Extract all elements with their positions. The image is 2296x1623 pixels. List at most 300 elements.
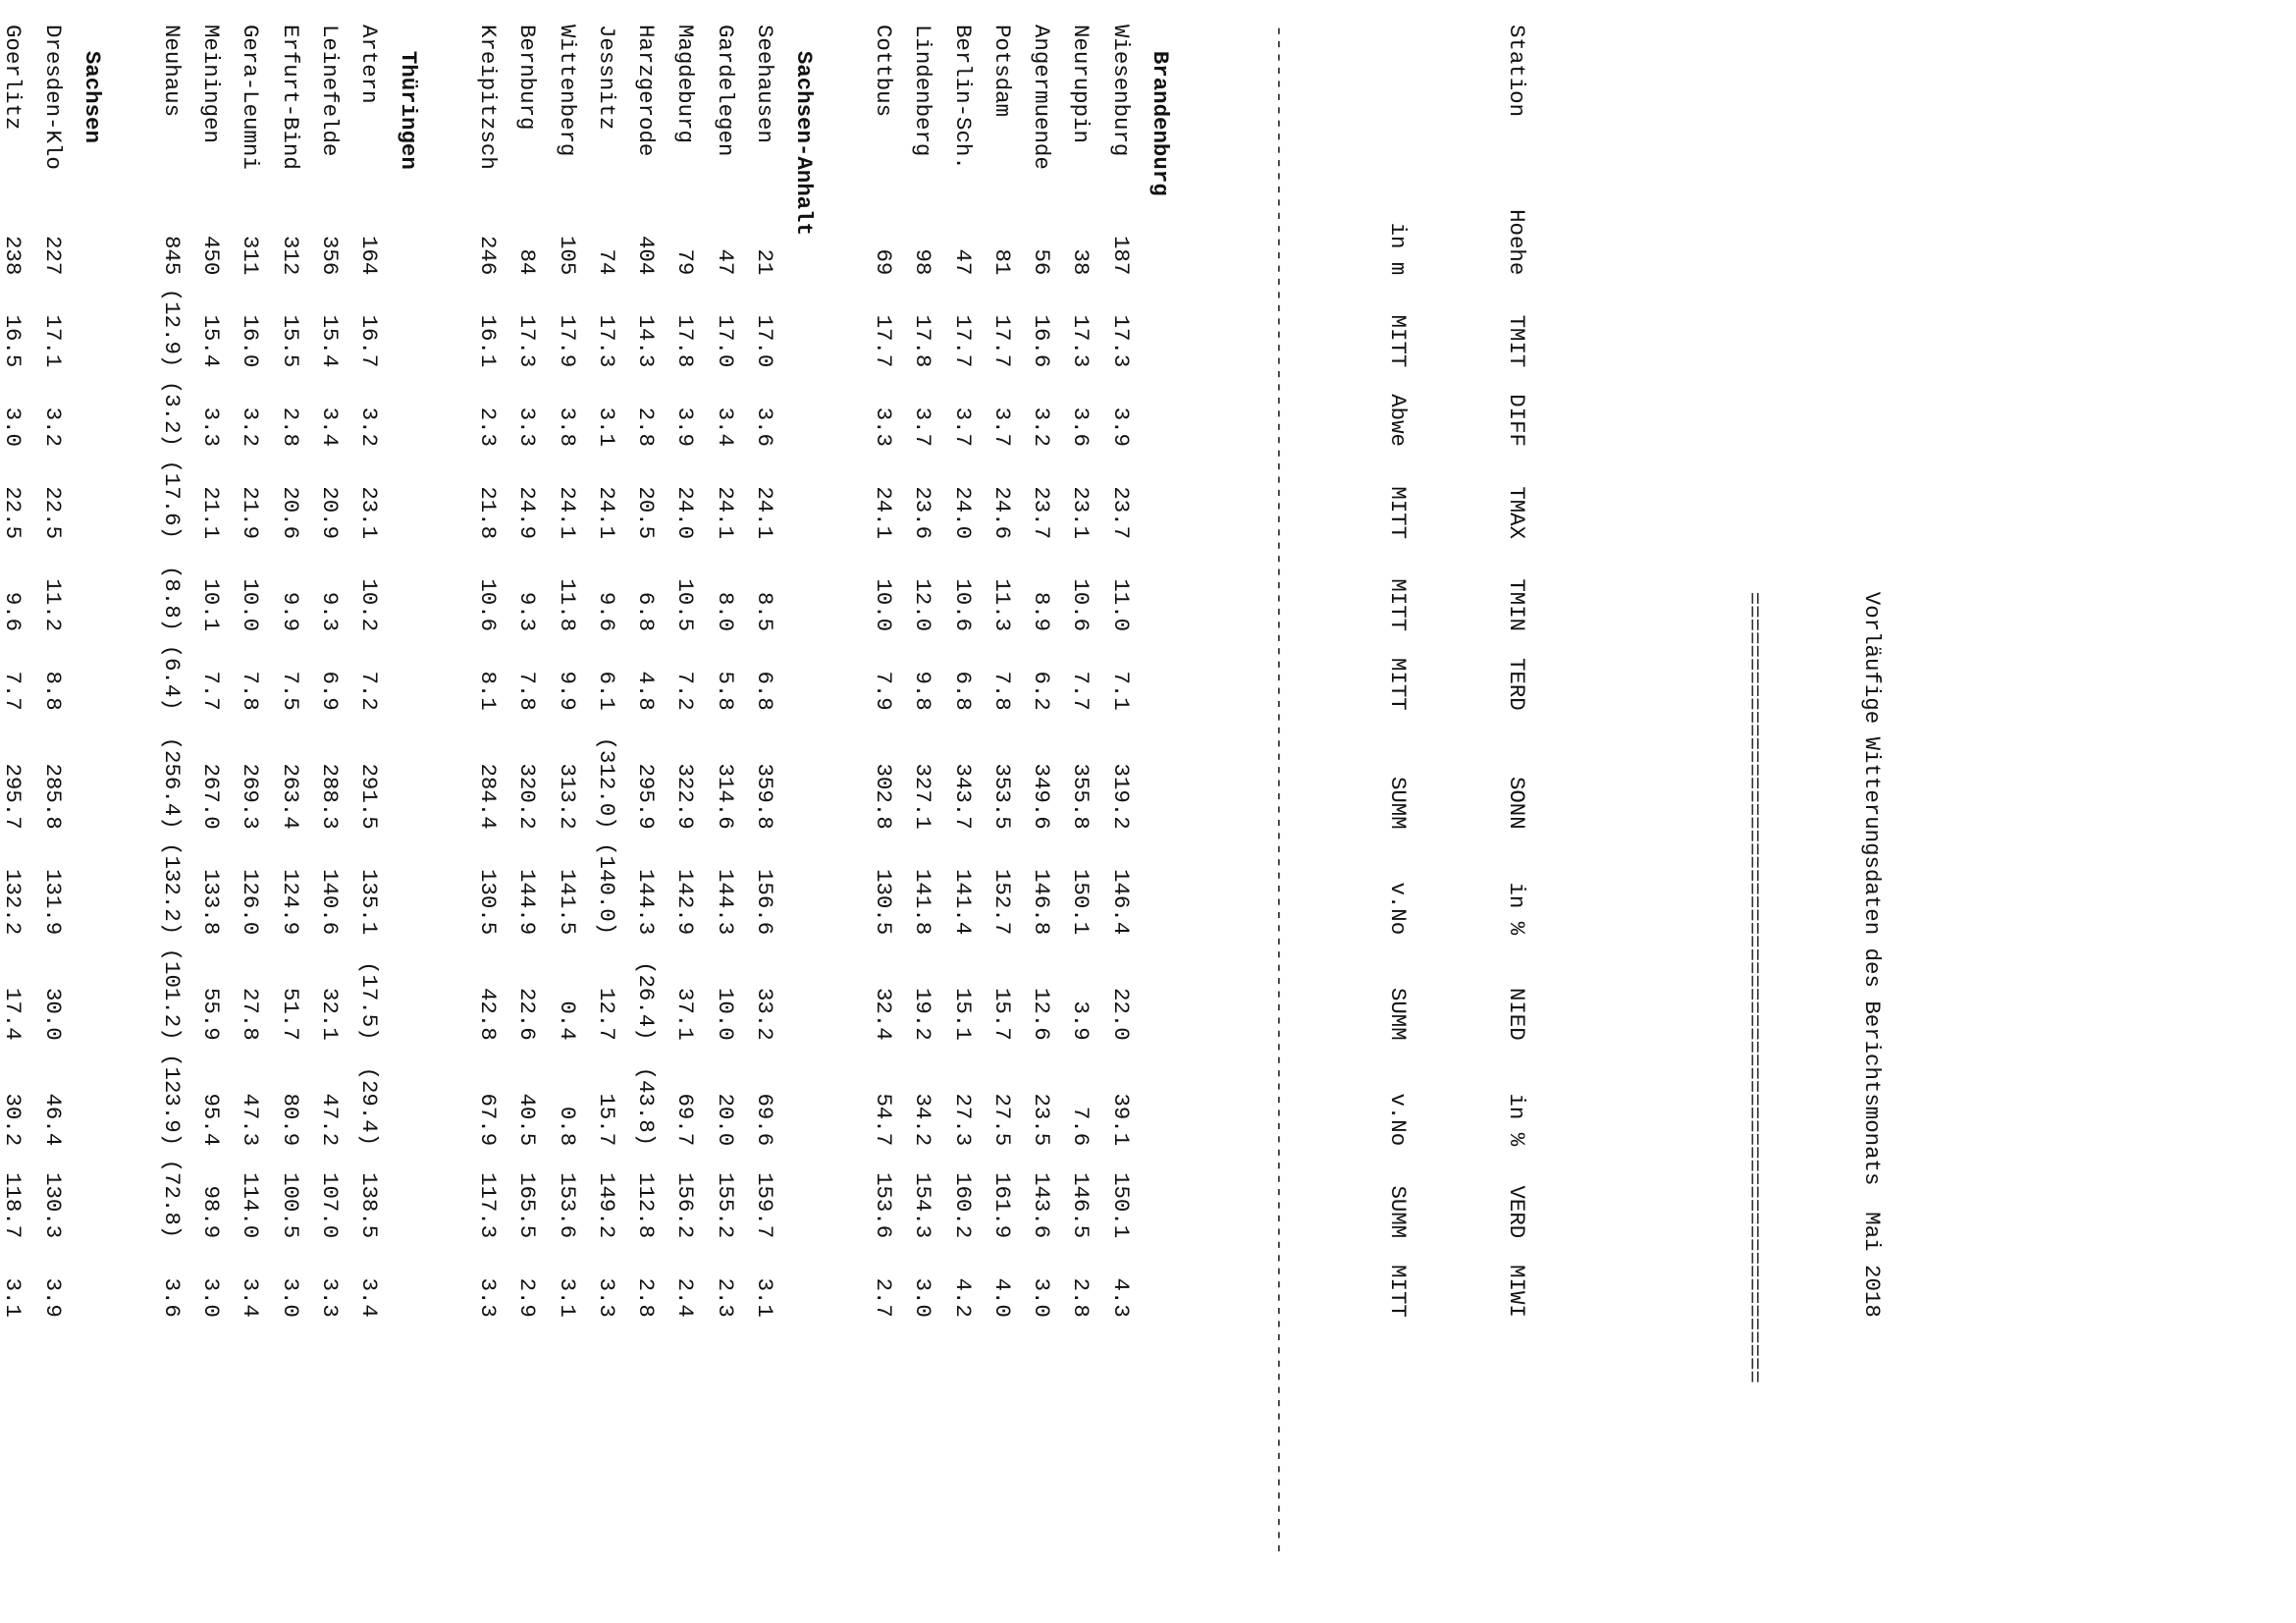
verd-cell: 146.5 [1068, 1172, 1095, 1239]
sonn-pct-cell: 152.7 [988, 869, 1015, 936]
sonn-cell: 269.3 [238, 763, 264, 830]
station-name: Lindenberg [910, 25, 936, 157]
verd-cell: 155.2 [712, 1172, 738, 1239]
miwi-cell: 3.9 [39, 1277, 66, 1318]
station-name: Seehausen [752, 25, 778, 143]
diff-cell: 3.7 [988, 406, 1015, 447]
tmax-cell: 24.0 [949, 486, 976, 540]
nied-cell: 27.8 [238, 987, 264, 1041]
sonn-cell: 314.6 [712, 763, 738, 830]
tmit-cell: (12.9) [158, 288, 185, 368]
tmit-cell: 15.5 [277, 314, 303, 368]
table-row [349, 25, 389, 1605]
tmax-cell: 24.6 [988, 486, 1015, 540]
table-row [903, 25, 942, 1605]
station-name: Kreipitzsch [475, 25, 502, 170]
sonn-cell: 288.3 [316, 763, 343, 830]
table-row [942, 25, 982, 1605]
table-row [270, 25, 309, 1605]
weather-report-sheet [0, 25, 1971, 1605]
tmax-cell: 23.1 [356, 486, 383, 540]
tmit-cell: 17.8 [672, 314, 699, 368]
terd-cell: 6.2 [1029, 671, 1055, 711]
diff-cell: 3.9 [1107, 406, 1134, 447]
sonn-cell: (312.0) [593, 736, 619, 830]
tmin-cell: 10.6 [949, 578, 976, 632]
diff-cell: 3.4 [712, 406, 738, 447]
nied-cell: 12.6 [1029, 987, 1055, 1041]
sonn-cell: 319.2 [1107, 763, 1134, 830]
nied-cell: 19.2 [910, 987, 936, 1041]
sonn-pct-cell: 141.5 [554, 869, 580, 936]
sonn-pct-cell: 141.4 [949, 869, 976, 936]
verd-cell: 154.3 [910, 1172, 936, 1239]
tmit-cell: 17.7 [870, 314, 896, 368]
tmin-cell: (8.8) [158, 565, 185, 632]
station-name: Gardelegen [712, 25, 738, 157]
verd-cell: 153.6 [870, 1172, 896, 1239]
table-row [706, 25, 745, 1605]
height-cell: 238 [0, 236, 27, 276]
terd-cell: 7.7 [197, 671, 224, 711]
tmit-cell: 17.0 [712, 314, 738, 368]
nied-cell: 3.9 [1068, 1001, 1095, 1041]
state-name: Brandenburg [1148, 50, 1174, 196]
sonn-pct-cell: 144.3 [712, 869, 738, 936]
nied-pct-cell: 23.5 [1029, 1093, 1055, 1147]
miwi-cell: 3.3 [475, 1277, 502, 1318]
nied-pct-header-sub: v.No [1384, 1093, 1411, 1147]
diff-cell: 3.6 [752, 406, 778, 447]
sonn-cell: 359.8 [752, 763, 778, 830]
nied-pct-cell: 7.6 [1068, 1106, 1095, 1147]
verd-cell: 98.9 [197, 1185, 224, 1239]
miwi-cell: 3.6 [158, 1277, 185, 1318]
terd-cell: 8.8 [39, 671, 66, 711]
miwi-cell: 4.2 [949, 1277, 976, 1318]
height-header-sub: in m [1384, 222, 1411, 276]
miwi-cell: 3.1 [0, 1277, 27, 1318]
height-cell: 404 [633, 236, 660, 276]
sonn-cell: 327.1 [910, 763, 936, 830]
sonn-cell: 322.9 [672, 763, 699, 830]
terd-cell: 7.8 [988, 671, 1015, 711]
station-name: Wiesenburg [1107, 25, 1134, 157]
tmax-cell: 23.6 [910, 486, 936, 540]
tmax-cell: 24.1 [752, 486, 778, 540]
tmit-cell: 16.5 [0, 314, 27, 368]
tmin-cell: 11.2 [39, 578, 66, 632]
diff-cell: (3.2) [158, 380, 185, 447]
sonn-cell: 291.5 [356, 763, 383, 830]
diff-cell: 2.8 [633, 406, 660, 447]
nied-pct-cell: 40.5 [514, 1093, 541, 1147]
verd-cell: 100.5 [277, 1172, 303, 1239]
report-title-line [1852, 25, 1892, 1605]
tmit-cell: 17.3 [1107, 314, 1134, 368]
height-cell: 21 [752, 248, 778, 276]
nied-pct-cell: 30.2 [0, 1093, 27, 1147]
tmax-cell: 21.1 [197, 486, 224, 540]
diff-cell: 2.8 [277, 406, 303, 447]
tmax-cell: 24.1 [554, 486, 580, 540]
nied-cell: 51.7 [277, 987, 303, 1041]
tmax-cell: 22.5 [39, 486, 66, 540]
miwi-cell: 2.3 [712, 1277, 738, 1318]
height-header: Hoehe [1503, 209, 1529, 276]
height-cell: 845 [158, 236, 185, 276]
station-name: Potsdam [988, 25, 1015, 118]
height-cell: 450 [197, 236, 224, 276]
height-cell: 38 [1068, 248, 1095, 276]
sonn-pct-cell: 156.6 [752, 869, 778, 936]
tmin-header: TMIN [1503, 578, 1529, 632]
nied-cell: 15.7 [988, 987, 1015, 1041]
nied-header: NIED [1503, 987, 1529, 1041]
sonn-cell: (256.4) [158, 736, 185, 830]
tmax-cell: 24.1 [712, 486, 738, 540]
sonn-cell: 295.7 [0, 763, 27, 830]
table-row [32, 25, 72, 1605]
nied-cell: 37.1 [672, 987, 699, 1041]
sonn-cell: 353.5 [988, 763, 1015, 830]
verd-cell: 150.1 [1107, 1172, 1134, 1239]
table-row [191, 25, 231, 1605]
height-cell: 164 [356, 236, 383, 276]
sonn-cell: 302.8 [870, 763, 896, 830]
station-name: Cottbus [870, 25, 896, 118]
tmin-cell: 9.6 [0, 591, 27, 632]
tmit-cell: 17.3 [1068, 314, 1095, 368]
terd-cell: 7.2 [356, 671, 383, 711]
verd-header-sub: SUMM [1384, 1185, 1411, 1239]
miwi-header: MIWI [1503, 1265, 1529, 1318]
height-cell: 84 [514, 248, 541, 276]
diff-cell: 3.3 [197, 406, 224, 447]
verd-cell: 112.8 [633, 1172, 660, 1239]
nied-pct-cell: (43.8) [633, 1066, 660, 1147]
table-row [0, 25, 32, 1605]
tmax-cell: 24.0 [672, 486, 699, 540]
station-name: Meiningen [197, 25, 224, 143]
verd-cell: 130.3 [39, 1172, 66, 1239]
terd-header-sub: MITT [1384, 658, 1411, 711]
nied-cell: (101.2) [158, 947, 185, 1041]
height-cell: 187 [1107, 236, 1134, 276]
nied-cell: 15.1 [949, 987, 976, 1041]
miwi-cell: 3.4 [238, 1277, 264, 1318]
diff-cell: 3.6 [1068, 406, 1095, 447]
tmit-cell: 14.3 [633, 314, 660, 368]
title-underline [1734, 25, 1773, 1605]
tmin-cell: 8.5 [752, 591, 778, 632]
station-name: Bernburg [514, 25, 541, 131]
diff-cell: 3.7 [949, 406, 976, 447]
tmin-cell: 8.9 [1029, 591, 1055, 632]
sonn-cell: 320.2 [514, 763, 541, 830]
station-name: Dresden-Klo [39, 25, 66, 170]
sonn-pct-cell: 132.2 [0, 869, 27, 936]
nied-pct-cell: 27.3 [949, 1093, 976, 1147]
tmit-cell: 15.4 [316, 314, 343, 368]
station-name: Erfurt-Bind [277, 25, 303, 170]
table-row [745, 25, 784, 1605]
tmit-cell: 17.7 [949, 314, 976, 368]
diff-cell: 3.2 [356, 406, 383, 447]
report-title: Vorläufige Witterungsdaten des Berichtsmonats Mai 2018 [1859, 591, 1886, 1318]
nied-pct-cell: 47.3 [238, 1093, 264, 1147]
diff-cell: 3.0 [0, 406, 27, 447]
height-cell: 356 [316, 236, 343, 276]
spacer [112, 25, 151, 1605]
double-rule: ============================================================ [1740, 591, 1767, 1383]
tmit-header: TMIT [1503, 314, 1529, 368]
nied-pct-cell: 34.2 [910, 1093, 936, 1147]
sonn-pct-cell: 142.9 [672, 869, 699, 936]
terd-cell: 7.8 [514, 671, 541, 711]
state-name: Thüringen [396, 50, 422, 170]
nied-pct-header: in % [1503, 1093, 1529, 1147]
sonn-pct-cell: (140.0) [593, 842, 619, 936]
tmax-cell: 21.9 [238, 486, 264, 540]
verd-cell: 149.2 [593, 1172, 619, 1239]
sonn-cell: 349.6 [1029, 763, 1055, 830]
sonn-cell: 343.7 [949, 763, 976, 830]
nied-pct-cell: 15.7 [593, 1093, 619, 1147]
station-name: Neuruppin [1068, 25, 1095, 143]
nied-cell: (26.4) [633, 961, 660, 1041]
miwi-cell: 3.0 [197, 1277, 224, 1318]
table-row [231, 25, 270, 1605]
nied-cell: 42.8 [475, 987, 502, 1041]
height-cell: 311 [238, 236, 264, 276]
sonn-pct-cell: (132.2) [158, 842, 185, 936]
verd-cell: 160.2 [949, 1172, 976, 1239]
verd-cell: 138.5 [356, 1172, 383, 1239]
tmin-cell: 10.1 [197, 578, 224, 632]
tmax-cell: 21.8 [475, 486, 502, 540]
miwi-cell: 4.3 [1107, 1277, 1134, 1318]
terd-cell: 8.1 [475, 671, 502, 711]
verd-cell: 107.0 [316, 1172, 343, 1239]
station-name: Wittenberg [554, 25, 580, 157]
terd-cell: 9.9 [554, 671, 580, 711]
sonn-pct-header-sub: v.No [1384, 882, 1411, 936]
tmit-cell: 16.7 [356, 314, 383, 368]
tmin-cell: 9.3 [514, 591, 541, 632]
tmax-cell: 20.6 [277, 486, 303, 540]
table-row [983, 25, 1022, 1605]
terd-cell: (6.4) [158, 644, 185, 711]
spacer [1615, 25, 1654, 1605]
terd-cell: 5.8 [712, 671, 738, 711]
tmit-cell: 17.3 [514, 314, 541, 368]
terd-cell: 6.8 [752, 671, 778, 711]
station-name: Angermuende [1029, 25, 1055, 170]
nied-pct-cell: 0.8 [554, 1106, 580, 1147]
miwi-cell: 3.0 [1029, 1277, 1055, 1318]
height-cell: 312 [277, 236, 303, 276]
tmin-header-sub: MITT [1384, 578, 1411, 632]
tmax-cell: 24.9 [514, 486, 541, 540]
state-name: Sachsen-Anhalt [791, 50, 818, 236]
sonn-pct-header: in % [1503, 882, 1529, 936]
tmin-cell: 10.0 [870, 578, 896, 632]
station-name: Berlin-Sch. [949, 25, 976, 170]
table-row [666, 25, 705, 1605]
nied-cell: 32.1 [316, 987, 343, 1041]
nied-pct-cell: 39.1 [1107, 1093, 1134, 1147]
height-cell: 56 [1029, 248, 1055, 276]
nied-cell: 30.0 [39, 987, 66, 1041]
tmax-cell: (17.6) [158, 460, 185, 540]
nied-pct-cell: 69.7 [672, 1093, 699, 1147]
sonn-pct-cell: 141.8 [910, 869, 936, 936]
state-heading [784, 25, 824, 1605]
tmit-header-sub: MITT [1384, 314, 1411, 368]
diff-header-sub: Abwe [1384, 394, 1411, 447]
sonn-cell: 263.4 [277, 763, 303, 830]
nied-pct-cell: 54.7 [870, 1093, 896, 1147]
miwi-cell: 2.9 [514, 1277, 541, 1318]
tmin-cell: 12.0 [910, 578, 936, 632]
verd-cell: 161.9 [988, 1172, 1015, 1239]
tmin-cell: 10.6 [1068, 578, 1095, 632]
terd-header: TERD [1503, 658, 1529, 711]
miwi-cell: 3.4 [356, 1277, 383, 1318]
height-cell: 246 [475, 236, 502, 276]
tmit-cell: 17.1 [39, 314, 66, 368]
tmit-cell: 17.8 [910, 314, 936, 368]
verd-cell: 165.5 [514, 1172, 541, 1239]
diff-cell: 3.4 [316, 406, 343, 447]
nied-pct-cell: 80.9 [277, 1093, 303, 1147]
miwi-cell: 3.3 [316, 1277, 343, 1318]
table-row [864, 25, 903, 1605]
station-name: Jessnitz [593, 25, 619, 131]
tmax-cell: 24.1 [870, 486, 896, 540]
terd-cell: 4.8 [633, 671, 660, 711]
sonn-pct-cell: 130.5 [870, 869, 896, 936]
verd-cell: 143.6 [1029, 1172, 1055, 1239]
terd-cell: 7.1 [1107, 671, 1134, 711]
sonn-pct-cell: 150.1 [1068, 869, 1095, 936]
terd-cell: 6.9 [316, 671, 343, 711]
nied-pct-cell: 46.4 [39, 1093, 66, 1147]
nied-cell: 12.7 [593, 987, 619, 1041]
header-divider: -------------------------------------------------------------------------------------------------------------------- [1265, 25, 1292, 1555]
table-row [626, 25, 666, 1605]
tmit-cell: 17.0 [752, 314, 778, 368]
station-name: Neuhaus [158, 25, 185, 118]
tmin-cell: 11.0 [1107, 578, 1134, 632]
sonn-pct-cell: 124.9 [277, 869, 303, 936]
miwi-cell: 4.0 [988, 1277, 1015, 1318]
tmax-cell: 20.5 [633, 486, 660, 540]
verd-cell: 118.7 [0, 1172, 27, 1239]
table-header-row-1 [1496, 25, 1535, 1605]
state-name: Sachsen [80, 50, 106, 143]
tmin-cell: 9.3 [316, 591, 343, 632]
table-row [310, 25, 349, 1605]
sonn-pct-cell: 146.8 [1029, 869, 1055, 936]
tmit-cell: 15.4 [197, 314, 224, 368]
tmit-cell: 16.1 [475, 314, 502, 368]
sonn-cell: 267.0 [197, 763, 224, 830]
diff-header: DIFF [1503, 394, 1529, 447]
sonn-pct-cell: 130.5 [475, 869, 502, 936]
terd-cell: 6.1 [593, 671, 619, 711]
nied-cell: 22.6 [514, 987, 541, 1041]
tmax-cell: 20.9 [316, 486, 343, 540]
sonn-pct-cell: 131.9 [39, 869, 66, 936]
nied-header-sub: SUMM [1384, 987, 1411, 1041]
diff-cell: 3.1 [593, 406, 619, 447]
tmin-cell: 9.6 [593, 591, 619, 632]
tmax-cell: 23.7 [1029, 486, 1055, 540]
nied-cell: (17.5) [356, 961, 383, 1041]
miwi-cell: 3.1 [554, 1277, 580, 1318]
verd-cell: 156.2 [672, 1172, 699, 1239]
state-heading [389, 25, 428, 1605]
sonn-header: SONN [1503, 776, 1529, 830]
station-name: Harzgerode [633, 25, 660, 157]
table-row [1100, 25, 1140, 1605]
height-cell: 47 [712, 248, 738, 276]
sonn-cell: 285.8 [39, 763, 66, 830]
table-body [0, 25, 1180, 1605]
tmax-cell: 22.5 [0, 486, 27, 540]
miwi-cell: 2.7 [870, 1277, 896, 1318]
miwi-cell: 3.1 [752, 1277, 778, 1318]
nied-pct-cell: 69.6 [752, 1093, 778, 1147]
height-cell: 69 [870, 248, 896, 276]
tmin-cell: 6.8 [633, 591, 660, 632]
station-name: Goerlitz [0, 25, 27, 131]
diff-cell: 3.7 [910, 406, 936, 447]
tmax-cell: 23.1 [1068, 486, 1095, 540]
height-cell: 98 [910, 248, 936, 276]
state-heading [1141, 25, 1180, 1605]
station-name: Leinefelde [316, 25, 343, 157]
station-name: Artern [356, 25, 383, 104]
nied-pct-cell: 20.0 [712, 1093, 738, 1147]
table-row [1022, 25, 1061, 1605]
nied-cell: 55.9 [197, 987, 224, 1041]
tmax-header-sub: MITT [1384, 486, 1411, 540]
tmit-cell: 16.0 [238, 314, 264, 368]
sonn-cell: 313.2 [554, 763, 580, 830]
nied-pct-cell: 47.2 [316, 1093, 343, 1147]
tmax-cell: 24.1 [593, 486, 619, 540]
tmin-cell: 10.6 [475, 578, 502, 632]
diff-cell: 2.3 [475, 406, 502, 447]
terd-cell: 9.8 [910, 671, 936, 711]
tmin-cell: 10.0 [238, 578, 264, 632]
sonn-pct-cell: 144.3 [633, 869, 660, 936]
tmit-cell: 17.9 [554, 314, 580, 368]
diff-cell: 3.3 [870, 406, 896, 447]
nied-cell: 17.4 [0, 987, 27, 1041]
sonn-pct-cell: 133.8 [197, 869, 224, 936]
tmax-header: TMAX [1503, 486, 1529, 540]
sonn-pct-cell: 144.9 [514, 869, 541, 936]
nied-cell: 10.0 [712, 987, 738, 1041]
terd-cell: 7.9 [870, 671, 896, 711]
state-heading [73, 25, 112, 1605]
miwi-cell: 2.8 [633, 1277, 660, 1318]
sonn-header-sub: SUMM [1384, 776, 1411, 830]
